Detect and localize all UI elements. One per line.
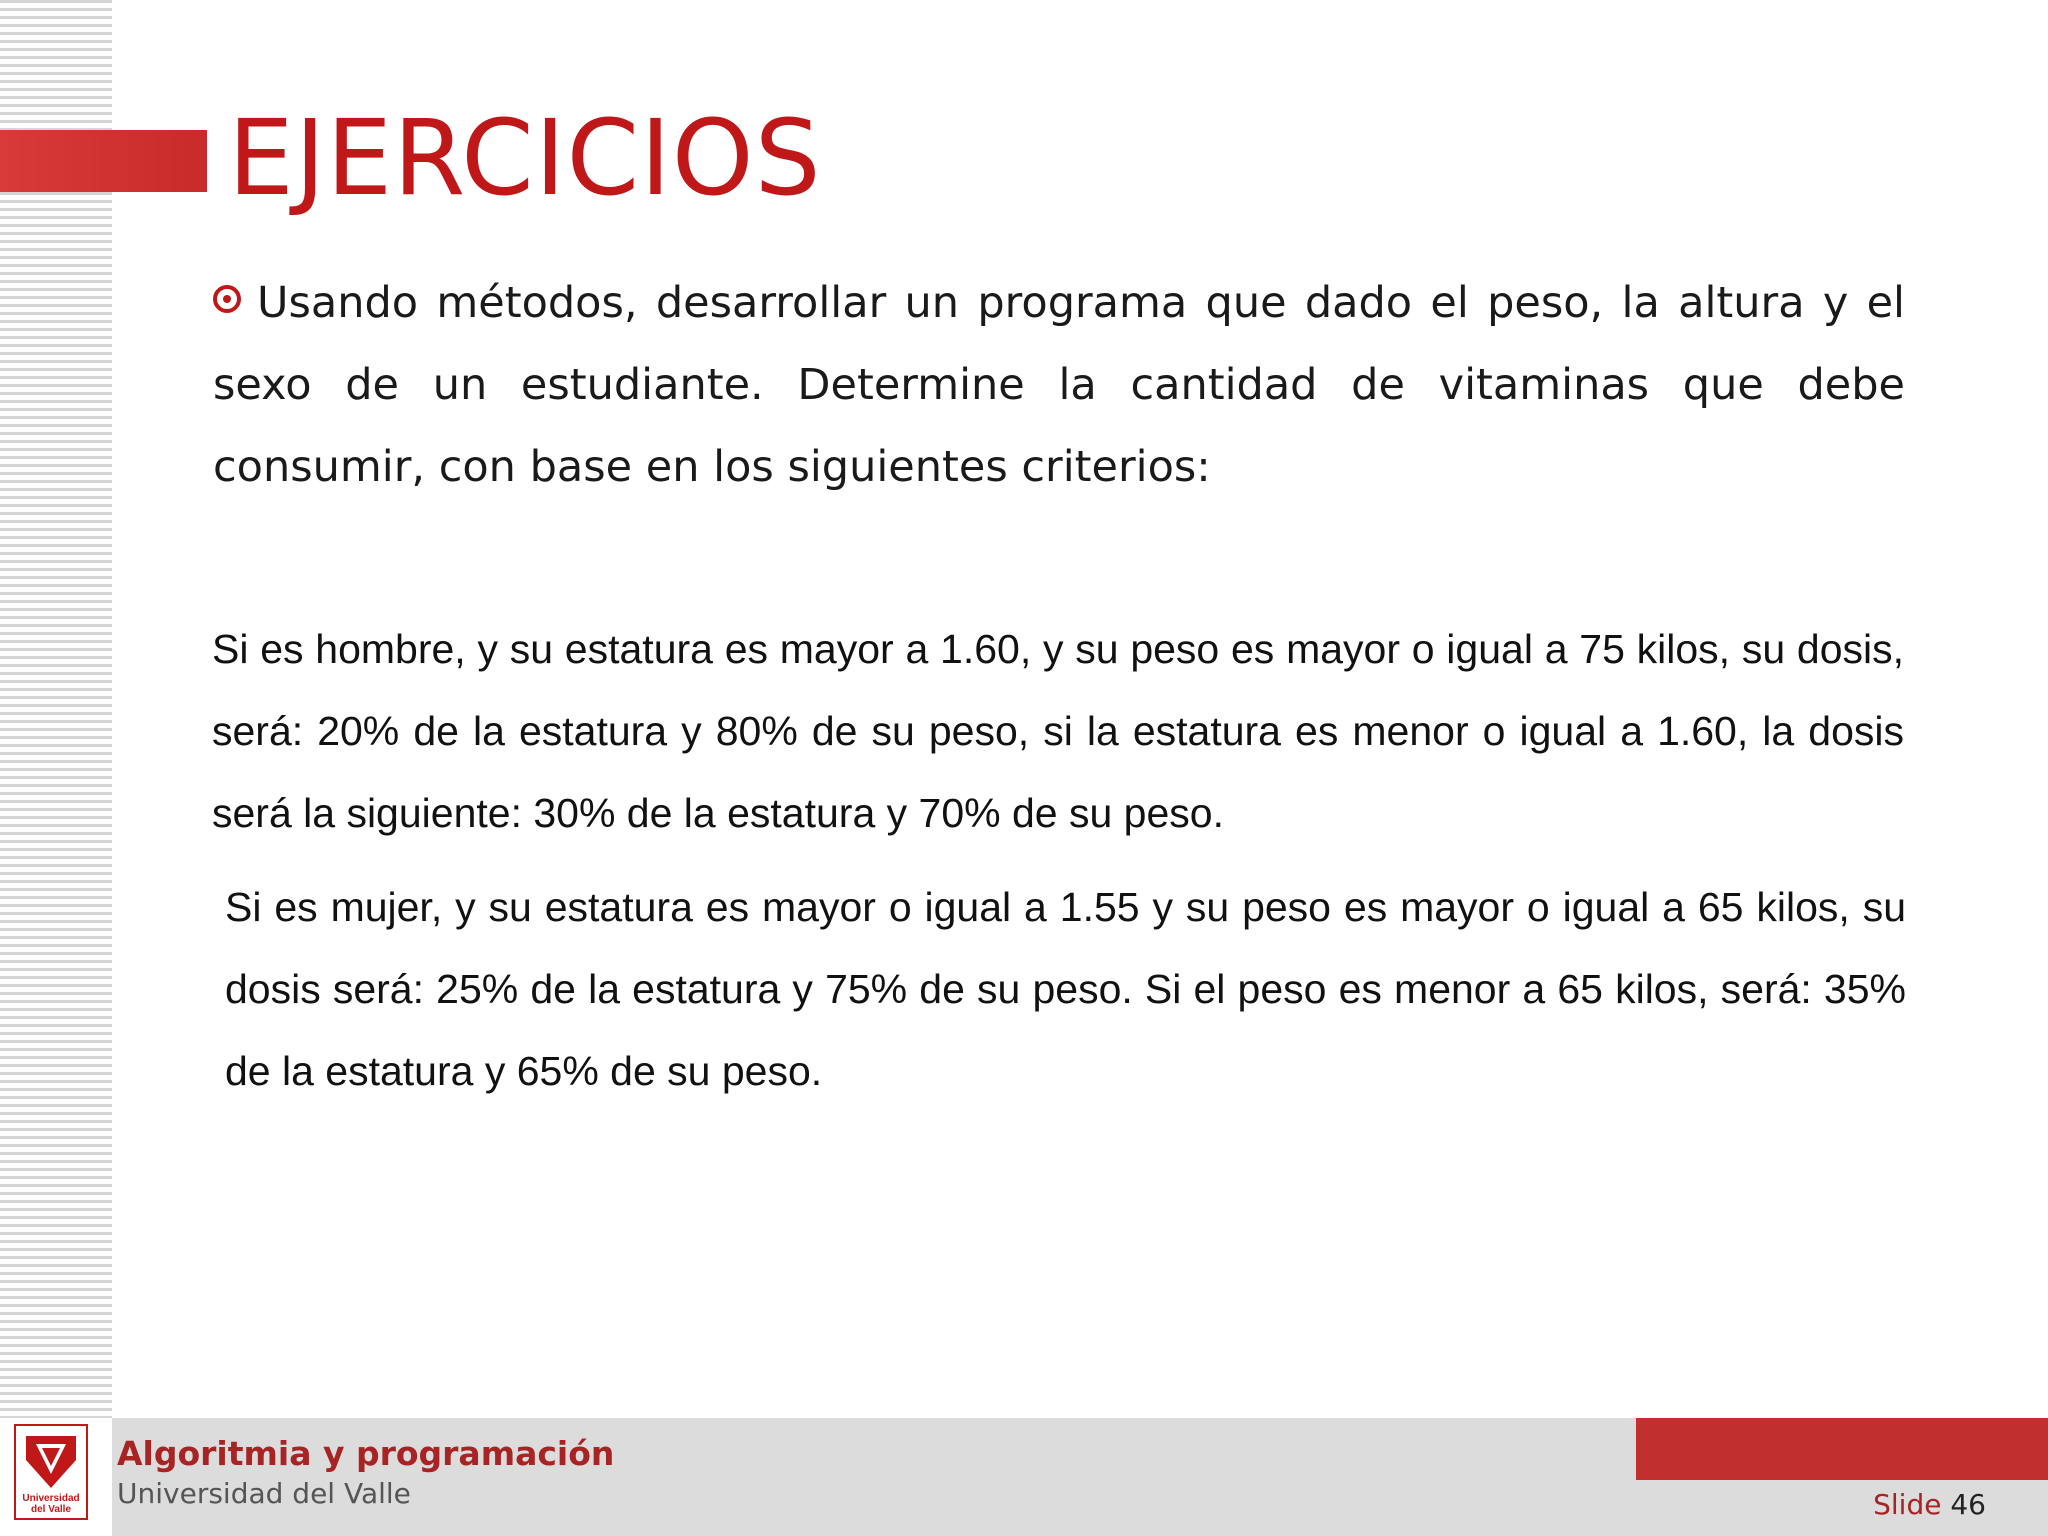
circle-dot-icon: [213, 285, 241, 313]
university-name: Universidad del Valle: [117, 1477, 411, 1510]
slide-number: [1873, 1488, 1986, 1521]
footer-red-block: [1636, 1418, 2048, 1480]
slide-title: EJERCICIOS: [228, 97, 822, 219]
title-accent-bar: [0, 130, 207, 192]
intro-text: Usando métodos, desarrollar un programa que dado el peso, la altura y el sexo de un estudiante. Determine la cantidad de vitaminas que debe consumir, con base en los siguientes criterios:: [213, 278, 1905, 492]
decorative-stripes: [0, 0, 112, 1418]
rule-men: Si es hombre, y su estatura es mayor a 1.60, y su peso es mayor o igual a 75 kilos, su dosis, será: 20% de la estatura y 80% de su peso, si la estatura es menor o igual a 1.60, la dosis será la siguiente: 30% de la estatura y 70% de su peso.: [212, 626, 1904, 836]
univalle-logo-icon: [14, 1424, 88, 1520]
slide-value: 46: [1950, 1488, 1986, 1521]
logo-shield-icon: [20, 1430, 82, 1492]
intro-paragraph: [213, 262, 1905, 508]
course-name: Algoritmia y programación: [117, 1434, 615, 1473]
logo-text: Universidad del Valle: [22, 1493, 80, 1515]
slide-label: Slide: [1873, 1488, 1942, 1521]
rule-women: Si es mujer, y su estatura es mayor o igual a 1.55 y su peso es mayor o igual a 65 kilos, su dosis será: 25% de la estatura y 75% de su peso. Si el peso es menor a 65 kilos, será: 35% de la estatura y 65% de su peso.: [225, 884, 1906, 1094]
